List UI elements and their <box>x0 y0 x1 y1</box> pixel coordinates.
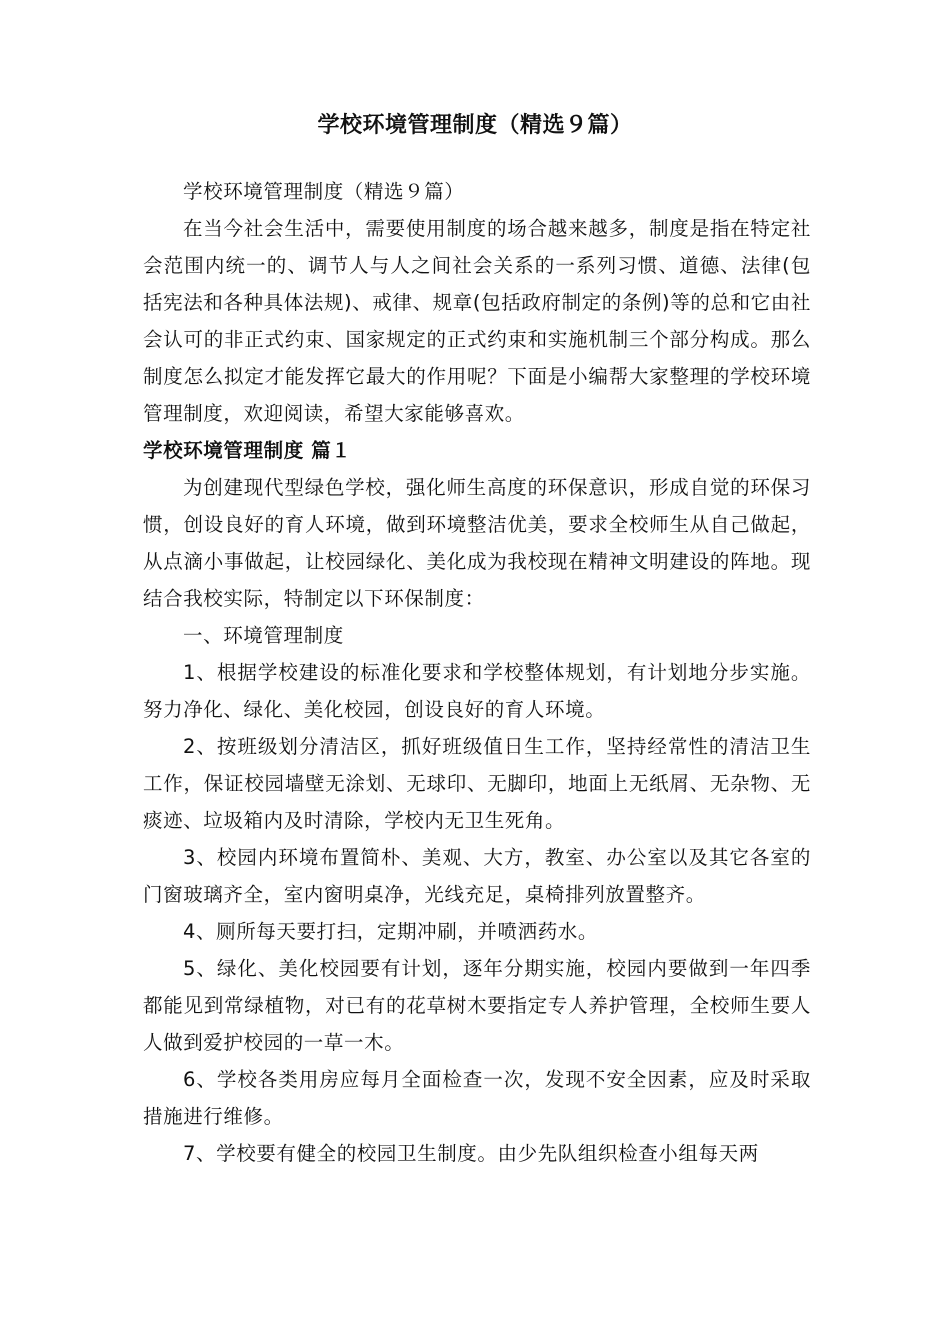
body-paragraph: 为创建现代型绿色学校，强化师生高度的环保意识，形成自觉的环保习惯，创设良好的育人环境，做到环境整洁优美，要求全校师生从自己做起，从点滴小事做起，让校园绿化、美化成为我校现在精神文明建设的阵地。现结合我校实际，特制定以下环保制度： <box>143 476 811 610</box>
list-item: 4、厕所每天要打扫，定期冲刷，并喷洒药水。 <box>183 920 599 943</box>
intro-paragraph: 在当今社会生活中，需要使用制度的场合越来越多，制度是指在特定社会范围内统一的、调节人与人之间社会关系的一系列习惯、道德、法律(包括宪法和各种具体法规)、戒律、规章(包括政府制定的条例)等的总和它由社会认可的非正式约束、国家规定的正式约束和实施机制三个部分构成。那么制度怎么拟定才能发挥它最大的作用呢？下面是小编帮大家整理的学校环境管理制度，欢迎阅读，希望大家能够喜欢。 <box>143 217 811 425</box>
list-item: 6、学校各类用房应每月全面检查一次，发现不安全因素，应及时采取措施进行维修。 <box>143 1068 811 1128</box>
section-heading: 学校环境管理制度 篇１ <box>143 439 352 462</box>
list-item: 1、根据学校建设的标准化要求和学校整体规划，有计划地分步实施。努力净化、绿化、美化校园，创设良好的育人环境。 <box>143 661 811 721</box>
list-item: 3、校园内环境布置简朴、美观、大方，教室、办公室以及其它各室的门窗玻璃齐全，室内窗明桌净，光线充足，桌椅排列放置整齐。 <box>143 846 811 906</box>
page-title: 学校环境管理制度（精选９篇） <box>317 113 633 138</box>
list-item: 5、绿化、美化校园要有计划，逐年分期实施，校园内要做到一年四季都能见到常绿植物，对已有的花草树木要指定专人养护管理，全校师生要人人做到爱护校园的一草一木。 <box>143 957 811 1054</box>
document-body <box>143 173 811 1172</box>
subtitle-paragraph: 学校环境管理制度（精选９篇） <box>183 180 465 203</box>
list-item: 7、学校要有健全的校园卫生制度。由少先队组织检查小组每天两 <box>183 1142 759 1165</box>
list-item: 2、按班级划分清洁区，抓好班级值日生工作，坚持经常性的清洁卫生工作，保证校园墙壁无涂划、无球印、无脚印，地面上无纸屑、无杂物、无痰迹、垃圾箱内及时清除，学校内无卫生死角。 <box>143 735 811 832</box>
subsection-heading: 一、环境管理制度 <box>183 624 344 647</box>
